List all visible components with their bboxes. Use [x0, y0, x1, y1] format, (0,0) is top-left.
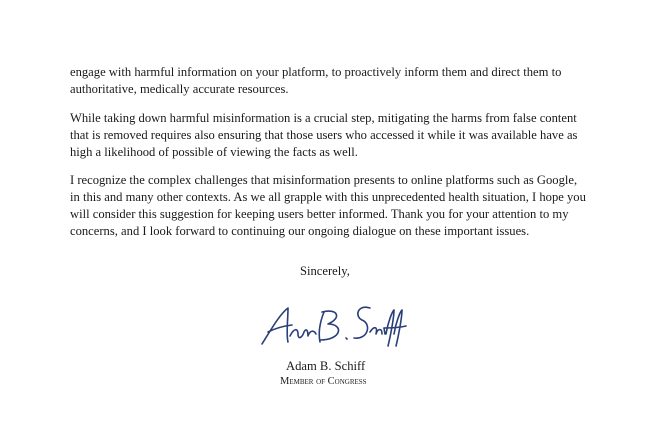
signer-name: Adam B. Schiff: [286, 359, 366, 373]
letter-paragraph-1: engage with harmful information on your platform, to proactively inform them and direct them to authoritative, medically accurate resources.: [70, 65, 562, 96]
closing-salutation: Sincerely,: [300, 264, 350, 278]
signer-title: Member of Congress: [280, 376, 367, 387]
handwritten-signature: [258, 298, 408, 350]
letter-paragraph-3: I recognize the complex challenges that misinformation presents to online platforms such as Google, in this and many other contexts. As we all grapple with this unprecedented health situation, I hope you will consider this suggestion for keeping users better informed. Thank you for your attention to my concerns, and I look forward to continuing our ongoing dialogue on these important issues.: [70, 173, 586, 238]
letter-paragraph-2: While taking down harmful misinformation is a crucial step, mitigating the harms from false content that is removed requires also ensuring that those users who accessed it while it was available have as high a likelihood of possible of viewing the facts as well.: [70, 111, 578, 159]
